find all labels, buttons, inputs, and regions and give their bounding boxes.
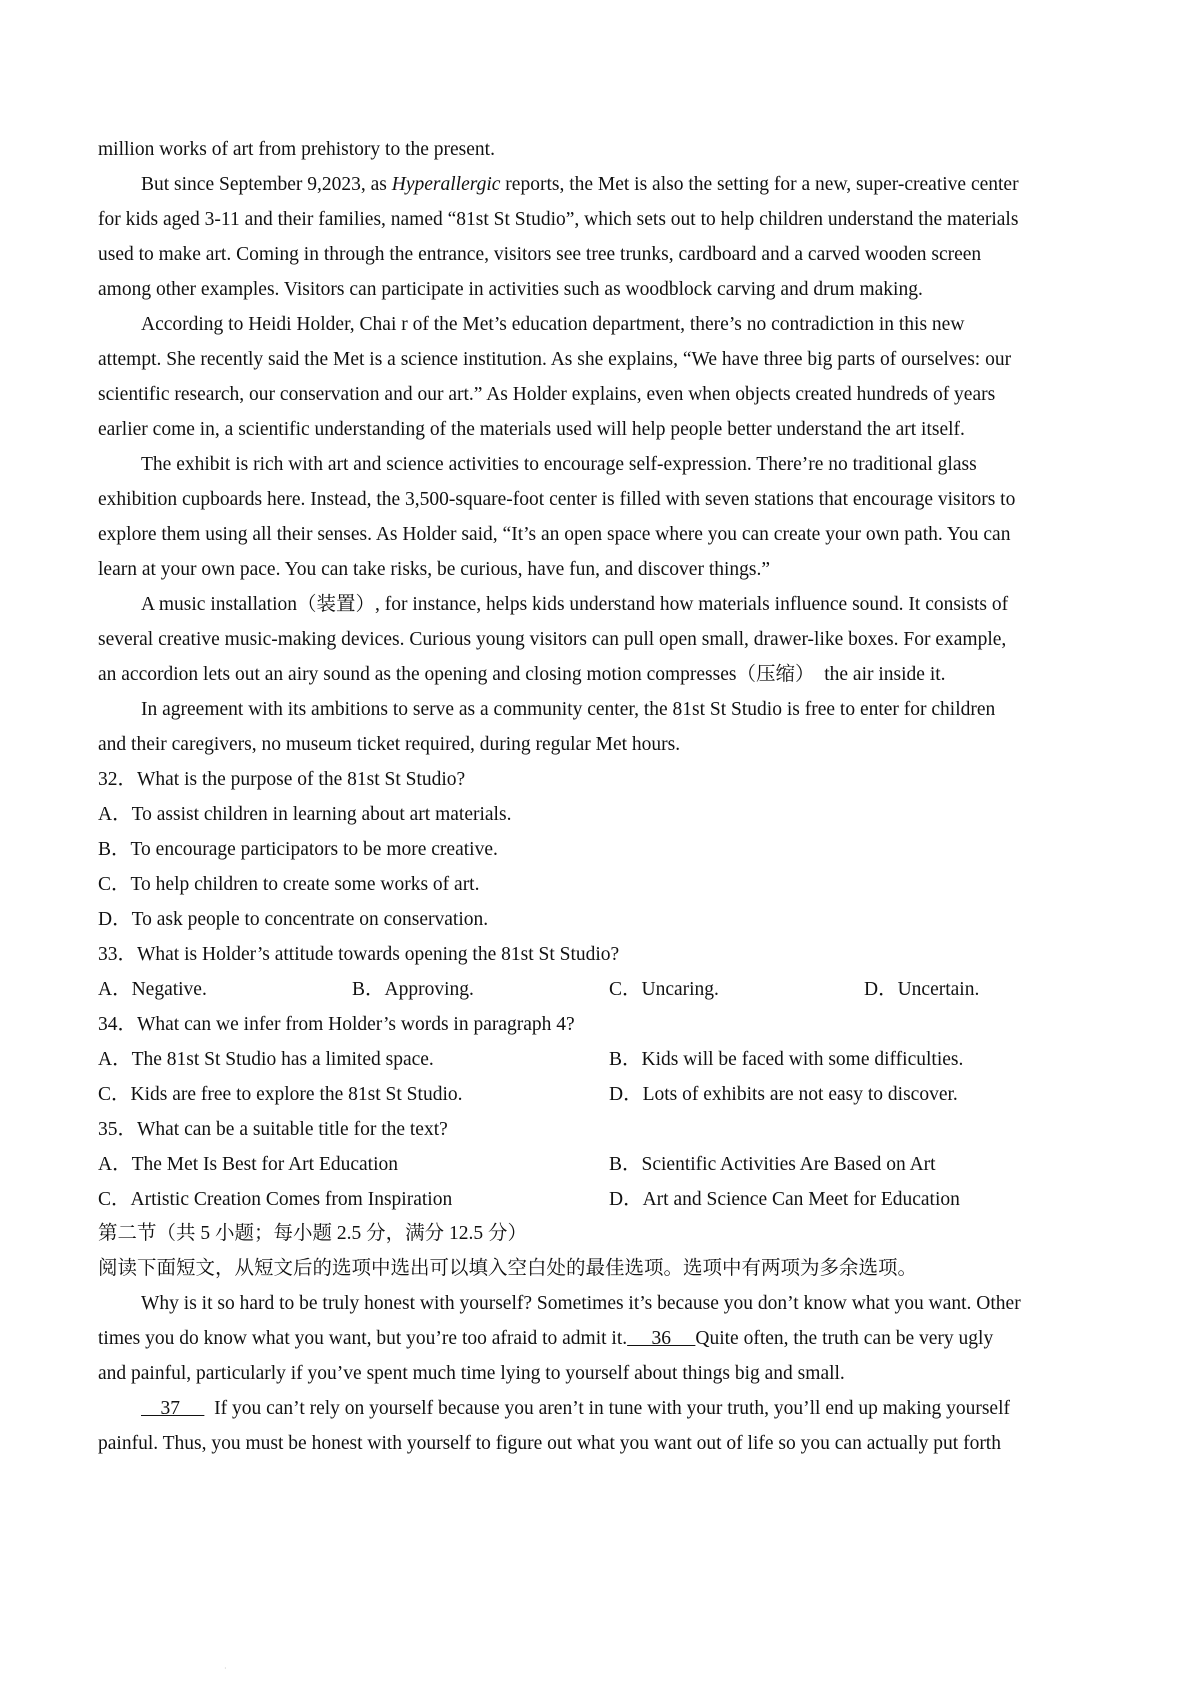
passage-line: among other examples. Visitors can participate in activities such as woodblock carving and drum making. [98, 279, 923, 300]
passage-line: In agreement with its ambitions to serve as a community center, the 81st St Studio is free to enter for children [141, 699, 996, 720]
question-32-option-c[interactable]: C．To help children to create some works of art. [98, 874, 480, 895]
blank-37[interactable]: 37 [141, 1398, 205, 1419]
question-34-option-d[interactable]: D．Lots of exhibits are not easy to discover. [609, 1084, 958, 1105]
passage-line: attempt. She recently said the Met is a science institution. As she explains, “We have three big parts of ourselves: our [98, 349, 1012, 370]
passage-line: million works of art from prehistory to the present. [98, 139, 495, 160]
question-33-stem: 33．What is Holder’s attitude towards opening the 81st St Studio? [98, 944, 620, 965]
passage-line: used to make art. Coming in through the entrance, visitors see tree trunks, cardboard and a carved wooden screen [98, 244, 982, 265]
question-35-option-b[interactable]: B．Scientific Activities Are Based on Art [609, 1154, 936, 1175]
question-33-option-a[interactable]: A．Negative. [98, 979, 207, 1000]
passage-line: times you do know what you want, but you’re too afraid to admit it. 36 Quite often, the truth can be very ugly [98, 1328, 994, 1349]
passage-line: The exhibit is rich with art and science activities to encourage self-expression. There’re no traditional glass [141, 454, 977, 475]
question-32-option-b[interactable]: B．To encourage participators to be more creative. [98, 839, 498, 860]
question-34-option-c[interactable]: C．Kids are free to explore the 81st St Studio. [98, 1084, 463, 1105]
question-34-stem: 34．What can we infer from Holder’s words in paragraph 4? [98, 1014, 575, 1035]
passage-line: painful. Thus, you must be honest with yourself to figure out what you want out of life so you can actually put forth [98, 1433, 1001, 1454]
passage-line: But since September 9,2023, as Hyperallergic reports, the Met is also the setting for a new, super-creative center [141, 174, 1019, 195]
question-35-option-a[interactable]: A．The Met Is Best for Art Education [98, 1154, 399, 1175]
question-35-stem: 35．What can be a suitable title for the text? [98, 1119, 448, 1140]
question-32-option-d[interactable]: D．To ask people to concentrate on conservation. [98, 909, 489, 930]
passage-line: earlier come in, a scientific understanding of the materials used will help people better understand the art itself. [98, 419, 965, 440]
question-34-option-b[interactable]: B．Kids will be faced with some difficulties. [609, 1049, 964, 1070]
passage-line: for kids aged 3-11 and their families, named “81st St Studio”, which sets out to help children understand the materials [98, 209, 1019, 230]
question-33-option-c[interactable]: C．Uncaring. [609, 979, 719, 1000]
passage-line: A music installation（装置）, for instance, helps kids understand how materials influence sound. It consists of [141, 594, 1009, 615]
footer-mark: · [224, 1664, 227, 1673]
passage-line: and their caregivers, no museum ticket required, during regular Met hours. [98, 734, 681, 755]
question-35-option-c[interactable]: C．Artistic Creation Comes from Inspiration [98, 1189, 453, 1210]
question-32-stem: 32．What is the purpose of the 81st St Studio? [98, 769, 466, 790]
passage-line: exhibition cupboards here. Instead, the 3,500-square-foot center is filled with seven stations that encourage visitors to [98, 489, 1016, 510]
passage-line: an accordion lets out an airy sound as the opening and closing motion compresses（压缩） the air inside it. [98, 664, 946, 685]
section-instruction: 阅读下面短文，从短文后的选项中选出可以填入空白处的最佳选项。选项中有两项为多余选项。 [98, 1258, 918, 1279]
question-32-option-a[interactable]: A．To assist children in learning about art materials. [98, 804, 512, 825]
passage-line: explore them using all their senses. As Holder said, “It’s an open space where you can create your own path. You can [98, 524, 1011, 545]
passage-line: Why is it so hard to be truly honest with yourself? Sometimes it’s because you don’t know what you want. Other [141, 1293, 1021, 1314]
passage-line: scientific research, our conservation and our art.” As Holder explains, even when objects created hundreds of years [98, 384, 996, 405]
passage-line: learn at your own pace. You can take risks, be curious, have fun, and discover things.” [98, 559, 771, 580]
passage-line: According to Heidi Holder, Chai r of the Met’s education department, there’s no contradiction in this new [141, 314, 965, 335]
passage-line: and painful, particularly if you’ve spent much time lying to yourself about things big and small. [98, 1363, 845, 1384]
publication-name: Hyperallergic [391, 174, 501, 195]
passage-line: 37 If you can’t rely on yourself because you aren’t in tune with your truth, you’ll end up making yourself [141, 1398, 1010, 1419]
question-33-option-d[interactable]: D．Uncertain. [864, 979, 980, 1000]
question-33-option-b[interactable]: B．Approving. [352, 979, 474, 1000]
section-heading: 第二节（共 5 小题；每小题 2.5 分，满分 12.5 分） [98, 1223, 528, 1244]
question-34-option-a[interactable]: A．The 81st St Studio has a limited space. [98, 1049, 434, 1070]
blank-36[interactable]: 36 [627, 1328, 696, 1349]
question-35-option-d[interactable]: D．Art and Science Can Meet for Education [609, 1189, 960, 1210]
passage-line: several creative music-making devices. Curious young visitors can pull open small, drawer-like boxes. For example, [98, 629, 1007, 650]
